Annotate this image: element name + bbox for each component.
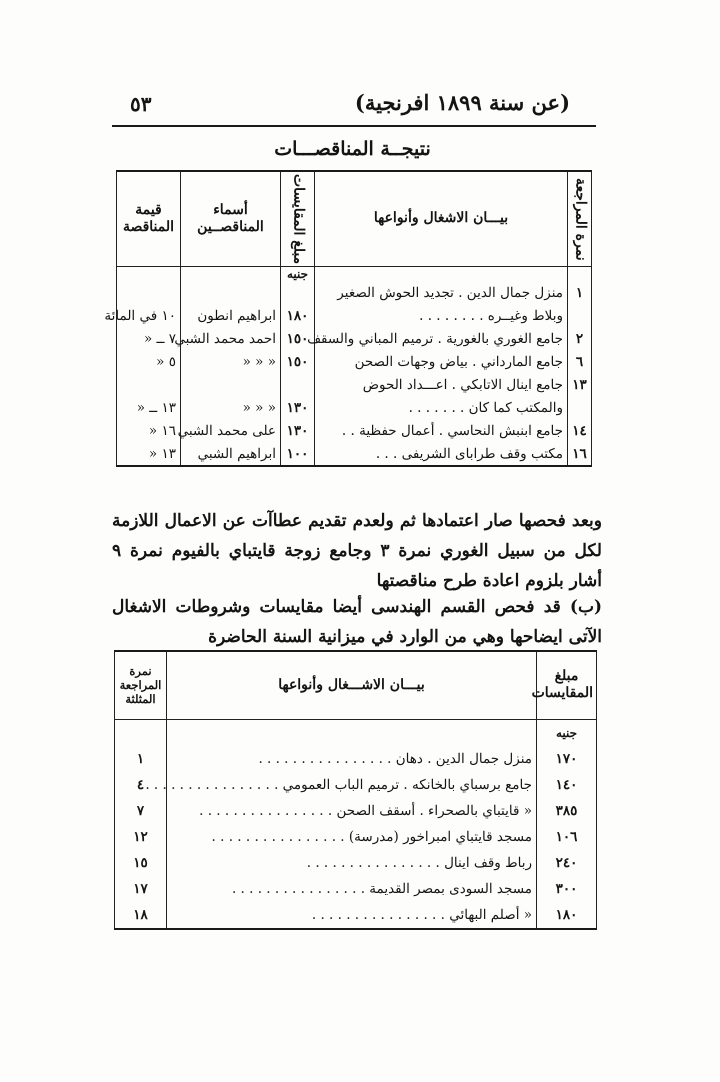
row-index: ١٢: [115, 824, 167, 850]
row-result: ٧ ــ «: [117, 327, 181, 350]
row-amount: ١٣٠: [281, 419, 315, 442]
table-row: [117, 304, 592, 327]
row-description: والمكتب كما كان . . . . . . .: [315, 396, 568, 419]
page-header: [110, 86, 590, 120]
table-row: [115, 798, 597, 824]
row-description: منزل جمال الدين . تجديد الحوش الصغير: [315, 281, 568, 304]
row-index: ١٧: [115, 876, 167, 902]
row-amount: ١٠٠: [281, 442, 315, 466]
leader-dots: . . . . . . . . . . . . . . . .: [145, 776, 283, 793]
unit-label: جنيه: [281, 267, 315, 282]
row-description: [167, 902, 537, 929]
row-index: [568, 304, 592, 327]
row-result: [117, 281, 181, 304]
row-description-text: مسجد قايتباي امبراخور (مدرسة): [348, 828, 532, 845]
col-header-amount2: مبلغ المقايسات: [537, 651, 597, 719]
row-description: جامع ابنبش النحاسي . أعمال حفظية . .: [315, 419, 568, 442]
row-result: ١٠ في المائة: [117, 304, 181, 327]
row-amount: ١٠٦: [537, 824, 597, 850]
row-description: [167, 824, 537, 850]
header-rule: [112, 125, 596, 127]
table-row: [117, 442, 592, 466]
table-row: [117, 350, 592, 373]
row-bidder: ابراهيم انطون: [181, 304, 281, 327]
running-head: (عن سنة ١٨٩٩ افرنجية): [354, 90, 570, 115]
table-row: [117, 373, 592, 396]
table2-body: [115, 719, 597, 929]
row-description: وبلاط وغيــره . . . . . . . .: [315, 304, 568, 327]
table-row: [115, 824, 597, 850]
row-bidder: احمد محمد الشبي: [181, 327, 281, 350]
row-amount: ٣٠٠: [537, 876, 597, 902]
row-result: ١٣ «: [117, 442, 181, 466]
row-index: ١٣: [568, 373, 592, 396]
table-row: [117, 419, 592, 442]
table1-title: نتيجــة المناقصـــات: [274, 138, 431, 160]
row-result: [117, 373, 181, 396]
row-index: [568, 396, 592, 419]
row-amount: ٣٨٥: [537, 798, 597, 824]
row-description-text: جامع برسباي بالخانكه . ترميم الباب العمومي: [282, 776, 532, 793]
row-description: [145, 772, 537, 798]
row-description: مكتب وقف طرابای الشريفى . . .: [315, 442, 568, 466]
row-amount: ١٤٠: [537, 772, 597, 798]
table-row: [115, 876, 597, 902]
table1-body: [104, 267, 592, 467]
col-header-amount: مبلغ المقايسات: [281, 171, 315, 267]
row-index: ١٥: [115, 850, 167, 876]
row-index: ١٦: [568, 442, 592, 466]
table-row: [115, 902, 597, 929]
col-header-bidders: أسماء المناقصــين: [181, 171, 281, 267]
col-header-index: نمرة المراجعة: [568, 171, 592, 267]
row-description: جامع اينال الاتابكي . اعـــداد الحوض: [315, 373, 568, 396]
paragraph-b-text: قد فحص القسم الهندسى أيضا مقايسات وشروطات الاشغال الآتى ايضاحها وهي من الوارد في ميزانية السنة الحاضرة: [112, 597, 602, 647]
row-amount: ١٨٠: [537, 902, 597, 929]
row-amount: [281, 281, 315, 304]
row-amount: ١٧٠: [537, 746, 597, 772]
col-header-description2: بيـــان الاشـــغال وأنواعها: [167, 651, 537, 719]
row-result: ١٣ ــ «: [117, 396, 181, 419]
leader-dots: . . . . . . . . . . . . . . . .: [311, 906, 450, 923]
row-description: [167, 746, 537, 772]
row-bidder: « « «: [181, 350, 281, 373]
leader-dots: . . . . . . . . . . . . . . . .: [306, 854, 445, 871]
table-row: [117, 396, 592, 419]
row-amount: ٢٤٠: [537, 850, 597, 876]
row-index: ١: [568, 281, 592, 304]
row-description-text: « قايتباي بالصحراء . أسقف الصحن: [336, 802, 532, 819]
paragraph-b: [112, 592, 602, 652]
row-bidder: « « «: [181, 396, 281, 419]
unit-label-2: جنيه: [537, 719, 597, 746]
table-row: [117, 327, 592, 350]
row-bidder: ابراهيم الشبي: [181, 442, 281, 466]
row-description: جامع الغوري بالغورية . ترميم المباني والسقف: [315, 327, 568, 350]
leader-dots: . . . . . . . . . . . . . . . .: [211, 828, 349, 845]
row-description-text: مسجد السودى بمصر القديمة: [369, 880, 532, 897]
row-index: ٦: [568, 350, 592, 373]
row-description-text: رباط وقف اينال: [444, 854, 532, 871]
row-result: ٥ «: [117, 350, 181, 373]
row-index: ١٤: [568, 419, 592, 442]
row-amount: ١٣٠: [281, 396, 315, 419]
page-number: ٥٣: [130, 92, 152, 116]
row-description: [167, 850, 537, 876]
row-amount: ١٨٠: [281, 304, 315, 327]
col-header-result: قيمة المناقصة: [117, 171, 181, 267]
table1-spacer-row: [117, 267, 592, 282]
row-description: [167, 798, 537, 824]
table-row: [115, 850, 597, 876]
row-amount: ١٥٠: [281, 350, 315, 373]
row-index: ١: [115, 746, 167, 772]
row-amount: ١٥٠: [281, 327, 315, 350]
col-header-description: بيـــان الاشغال وأنواعها: [315, 171, 568, 267]
table-row: [115, 746, 597, 772]
works-estimates-table: [114, 650, 597, 930]
row-amount: [281, 373, 315, 396]
row-description-text: منزل جمال الدين . دهان: [395, 750, 532, 767]
tenders-result-table: [104, 170, 592, 467]
table-row: [117, 281, 592, 304]
table-row: [115, 772, 597, 798]
leader-dots: . . . . . . . . . . . . . . . .: [199, 802, 337, 819]
row-bidder: [181, 373, 281, 396]
col-header-index2: نمرة المراجعة المثلثة: [115, 651, 167, 719]
paragraph-re-tender: وبعد فحصها صار اعتمادها ثم ولعدم تقديم عطاآت عن الاعمال اللازمة لكل من سبيل الغوري نمرة ٣ وجامع زوجة قايتباي بالفيوم نمرة ٩ أشار بلزوم اعادة طرح مناقصتها: [112, 511, 602, 591]
row-result: ١٦ «: [117, 419, 181, 442]
row-bidder: على محمد الشبي: [181, 419, 281, 442]
table2-unit-row: [115, 719, 597, 746]
row-index: ٧: [115, 798, 167, 824]
row-index: ١٨: [115, 902, 167, 929]
row-bidder: [181, 281, 281, 304]
row-index: ٤: [115, 772, 167, 798]
row-description-text: « أصلم البهائي: [449, 906, 532, 923]
leader-dots: . . . . . . . . . . . . . . . .: [231, 880, 370, 897]
section-label-b: (ب): [569, 597, 602, 617]
row-description: جامع المارداني . بياض وجهات الصحن: [315, 350, 568, 373]
row-index: ٢: [568, 327, 592, 350]
row-description: [167, 876, 537, 902]
leader-dots: . . . . . . . . . . . . . . . .: [258, 750, 396, 767]
